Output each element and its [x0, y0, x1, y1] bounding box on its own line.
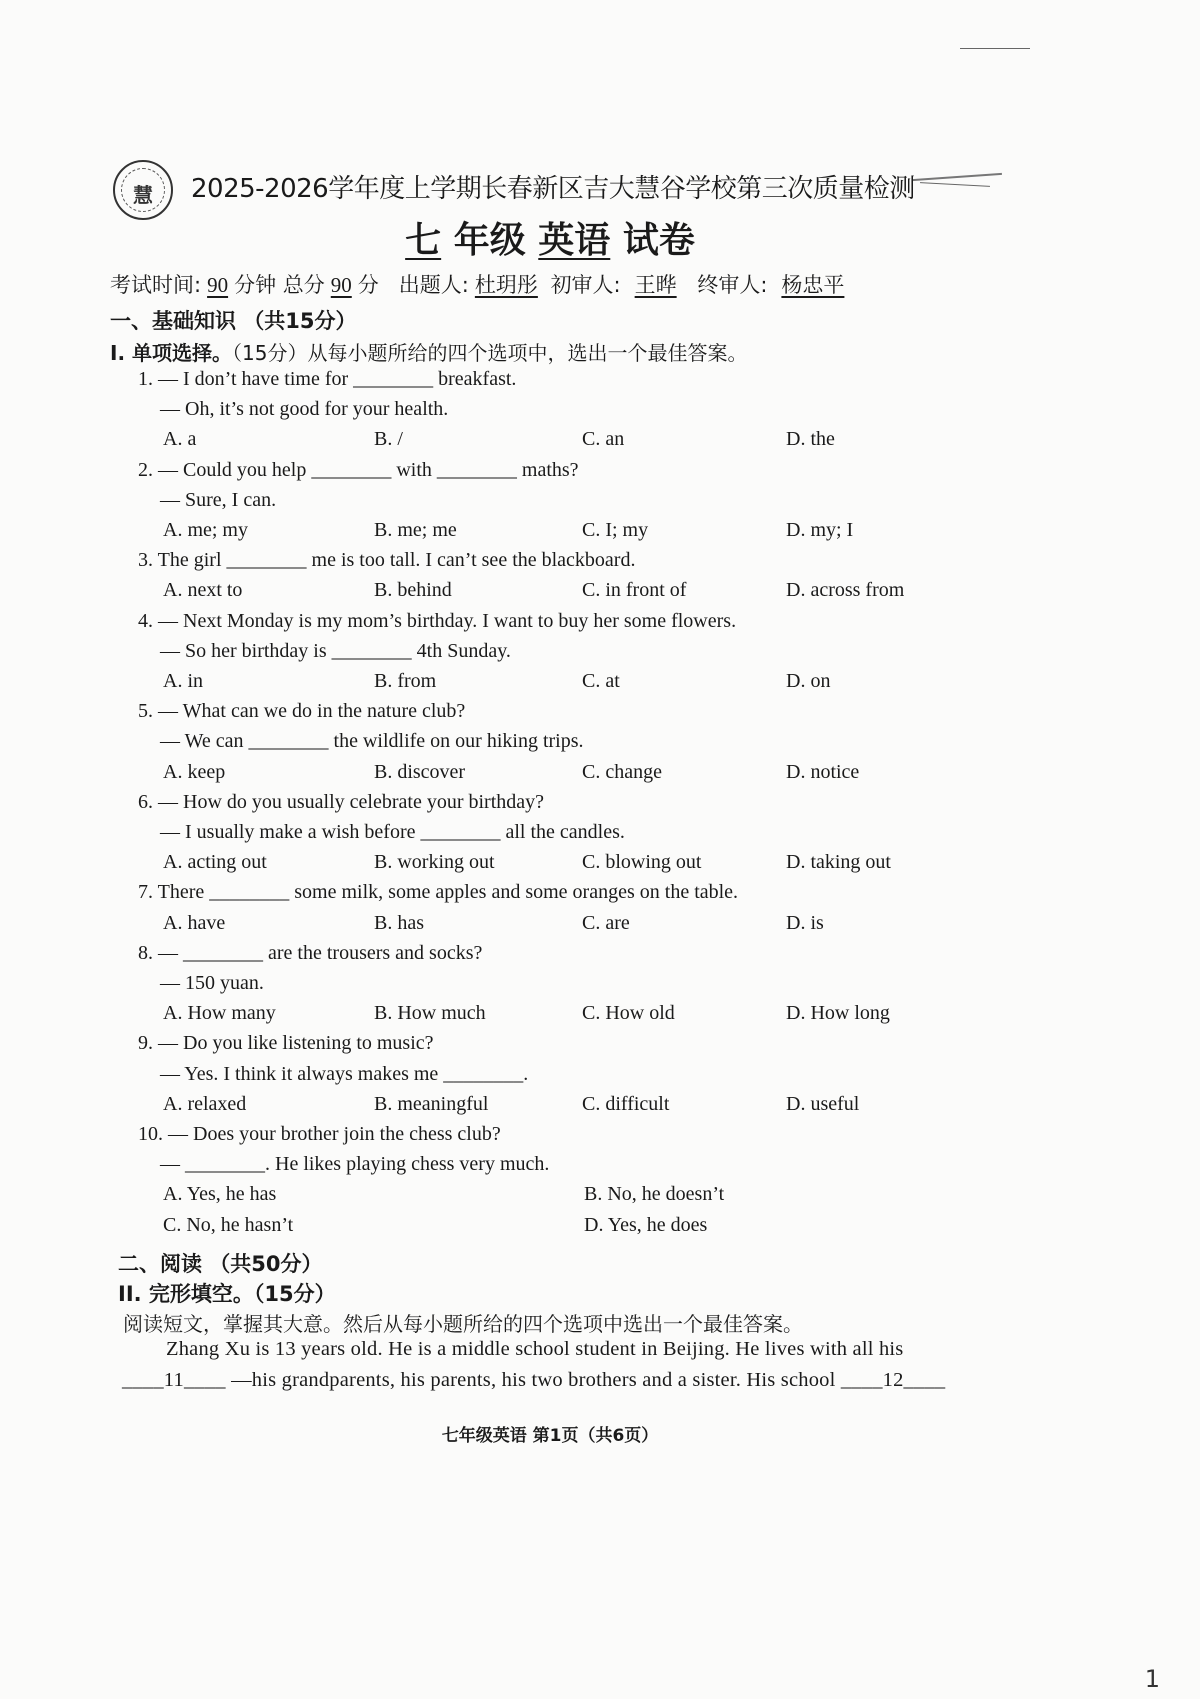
question-2-option-c: C. I; my: [582, 519, 649, 541]
question-1-option-c: C. an: [582, 428, 625, 451]
grade-word: 年级: [453, 220, 526, 261]
question-8-option-a: A. How many: [163, 1002, 276, 1025]
question-10-option-c: C. No, he hasn’t: [163, 1214, 294, 1237]
question-3-option-a: A. next to: [163, 579, 243, 602]
question-8-option-c: C. How old: [582, 1002, 675, 1025]
question-1-option-b: B. /: [374, 428, 403, 451]
question-6-line-2: — I usually make a wish before ________ all the candles.: [160, 821, 625, 843]
question-9-option-a: A. relaxed: [163, 1092, 247, 1115]
author-label: 出题人:: [398, 273, 469, 297]
question-10-option-a: A. Yes, he has: [163, 1183, 277, 1206]
page-footer: 七年级英语 第1页（共6页）: [441, 1426, 659, 1446]
question-10-line-2: — ________. He likes playing chess very much.: [160, 1153, 550, 1176]
question-2-option-b: B. me; me: [374, 519, 457, 541]
question-2-line-2: — Sure, I can.: [160, 488, 277, 511]
exam-info: [110, 269, 858, 299]
question-6-option-c: C. blowing out: [582, 851, 702, 874]
seal-char: 慧: [133, 185, 153, 207]
final-label: 终审人:: [697, 273, 768, 297]
question-9-line-1: 9. — Do you like listening to music?: [138, 1032, 434, 1055]
question-7-option-d: D. is: [786, 911, 824, 934]
question-4-line-1: 4. — Next Monday is my mom’s birthday. I want to buy her some flowers.: [138, 609, 737, 632]
question-2-option-d: D. my; I: [786, 519, 854, 541]
question-4-option-b: B. from: [374, 670, 437, 692]
grade: 七: [405, 220, 442, 261]
reviewer: 王晔: [634, 273, 677, 297]
paper-word: 试卷: [622, 220, 695, 261]
question-9-line-2: — Yes. I think it always makes me ________.: [160, 1062, 529, 1085]
section1-title: I. 单项选择。: [110, 341, 233, 365]
question-8-line-2: — 150 yuan.: [160, 972, 264, 994]
question-2-option-a: A. me; my: [163, 519, 248, 541]
final-reviewer: 杨忠平: [781, 273, 845, 297]
page-number: 1: [1144, 1665, 1160, 1693]
question-5-option-d: D. notice: [786, 760, 860, 783]
question-4-option-a: A. in: [163, 670, 203, 692]
question-7-line-1: 7. There ________ some milk, some apples and some oranges on the table.: [138, 881, 739, 904]
section2-instruction: 阅读短文，掌握其大意。然后从每小题所给的四个选项中选出一个最佳答案。: [123, 1312, 803, 1336]
question-3-line-1: 3. The girl ________ me is too tall. I can’t see the blackboard.: [138, 549, 636, 572]
subject: 英语: [538, 220, 611, 261]
question-4-option-c: C. at: [582, 670, 620, 692]
question-8-option-d: D. How long: [786, 1002, 890, 1025]
question-7-option-c: C. are: [582, 911, 630, 934]
score-value: 90: [330, 273, 352, 297]
section2-title: II. 完形填空。（15分）: [118, 1282, 336, 1306]
question-5-line-1: 5. — What can we do in the nature club?: [138, 700, 466, 723]
question-9-option-b: B. meaningful: [374, 1092, 489, 1115]
question-10-line-1: 10. — Does your brother join the chess club?: [138, 1123, 501, 1145]
question-10-option-b: B. No, he doesn’t: [584, 1183, 725, 1206]
question-1-option-a: A. a: [163, 428, 197, 451]
paper-title: [0, 212, 1100, 263]
question-6-line-1: 6. — How do you usually celebrate your birthday?: [138, 790, 545, 813]
question-8-option-b: B. How much: [374, 1002, 486, 1025]
time-label: 考试时间:: [110, 273, 202, 297]
question-3-option-d: D. across from: [786, 579, 905, 602]
question-2-line-1: 2. — Could you help ________ with ________ maths?: [138, 458, 579, 481]
section1-instruction: [110, 337, 747, 366]
score-unit: 分: [357, 273, 379, 297]
question-5-option-c: C. change: [582, 760, 662, 783]
question-3-option-c: C. in front of: [582, 579, 687, 602]
question-7-option-a: A. have: [163, 911, 226, 934]
scan-mark: [912, 173, 1002, 181]
passage-line-1: Zhang Xu is 13 years old. He is a middle school student in Beijing. He lives with all his: [166, 1338, 904, 1360]
school-title: 2025-2026学年度上学期长春新区吉大慧谷学校第三次质量检测: [191, 174, 915, 204]
question-4-line-2: — So her birthday is ________ 4th Sunday.: [160, 639, 511, 662]
scan-mark: [920, 182, 990, 187]
question-1-option-d: D. the: [786, 428, 835, 451]
author: 杜玥彤: [474, 273, 538, 297]
passage-line-2: ____11____ —his grandparents, his parents, his two brothers and a sister. His school ____12____: [122, 1369, 946, 1391]
question-6-option-b: B. working out: [374, 851, 495, 874]
score-label: 总分: [282, 273, 325, 297]
reviewer-label: 初审人:: [550, 273, 621, 297]
question-5-option-b: B. discover: [374, 760, 466, 783]
part1-heading: 一、基础知识 （共15分）: [110, 309, 357, 333]
question-4-option-d: D. on: [786, 670, 831, 692]
scan-mark: [960, 48, 1030, 49]
question-10-option-d: D. Yes, he does: [584, 1214, 708, 1237]
section1-desc: （15分）从每小题所给的四个选项中，选出一个最佳答案。: [232, 341, 748, 365]
school-seal: [113, 160, 173, 220]
part2-heading: 二、阅读 （共50分）: [118, 1252, 323, 1276]
question-3-option-b: B. behind: [374, 579, 452, 602]
question-1-line-1: 1. — I don’t have time for ________ breakfast.: [138, 368, 517, 390]
time-unit: 分钟: [234, 273, 277, 297]
question-9-option-d: D. useful: [786, 1092, 860, 1115]
question-8-line-1: 8. — ________ are the trousers and socks?: [138, 941, 483, 964]
question-1-line-2: — Oh, it’s not good for your health.: [160, 398, 449, 421]
question-5-option-a: A. keep: [163, 760, 226, 783]
question-5-line-2: — We can ________ the wildlife on our hiking trips.: [160, 730, 584, 753]
time-value: 90: [207, 273, 229, 297]
question-9-option-c: C. difficult: [582, 1092, 670, 1115]
question-6-option-d: D. taking out: [786, 851, 891, 874]
question-6-option-a: A. acting out: [163, 851, 267, 874]
question-7-option-b: B. has: [374, 911, 424, 934]
